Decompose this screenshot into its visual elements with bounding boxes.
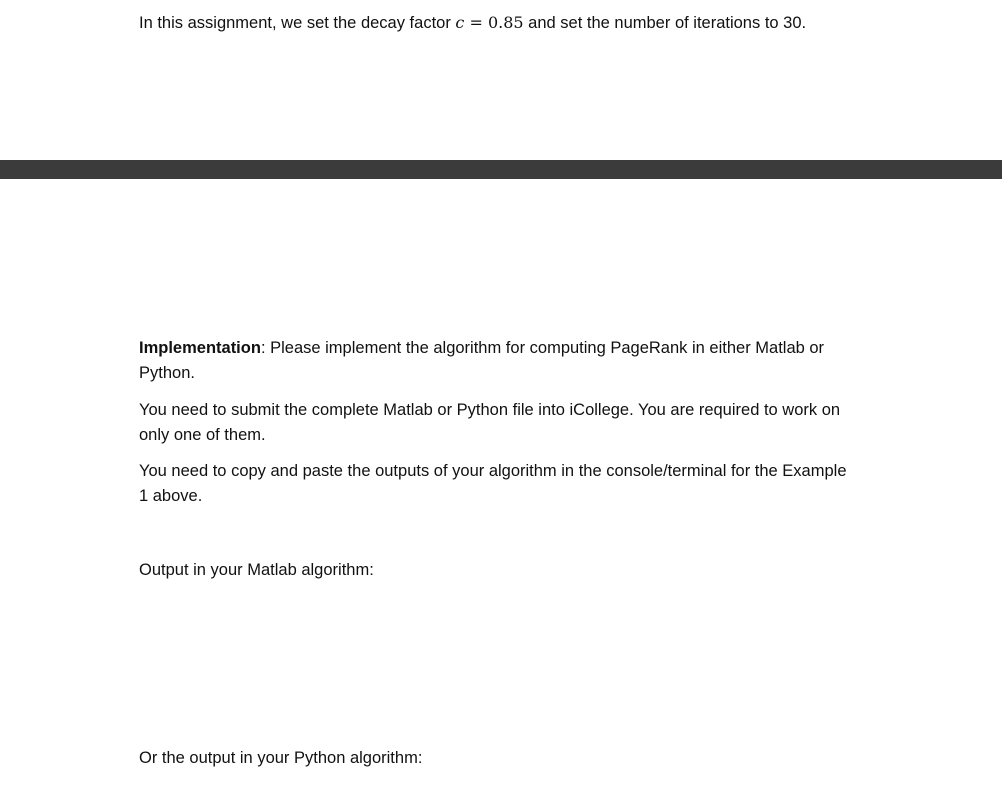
intro-prefix: In this assignment, we set the decay factor <box>139 14 456 32</box>
implementation-paragraph <box>139 336 859 385</box>
python-output-label: Or the output in your Python algorithm: <box>139 749 423 767</box>
page-bottom <box>0 179 1002 795</box>
page-top <box>0 0 1002 160</box>
decay-factor-variable: c <box>455 13 465 32</box>
intro-suffix: and set the number of iterations to 30. <box>523 14 807 32</box>
implementation-label: Implementation <box>139 339 261 357</box>
decay-factor-formula <box>455 13 523 32</box>
intro-sentence <box>139 11 806 35</box>
copy-paragraph: You need to copy and paste the outputs of your algorithm in the console/terminal for the Example 1 above. <box>139 462 847 505</box>
equals-sign: = <box>464 13 488 32</box>
submit-paragraph: You need to submit the complete Matlab or Python file into iCollege. You are required to work on only one of them. <box>139 401 841 444</box>
decay-factor-value: 0.85 <box>487 13 524 32</box>
implementation-text: : Please implement the algorithm for computing PageRank in either Matlab or Python. <box>139 339 825 382</box>
page-separator <box>0 160 1002 179</box>
matlab-output-label: Output in your Matlab algorithm: <box>139 561 374 579</box>
